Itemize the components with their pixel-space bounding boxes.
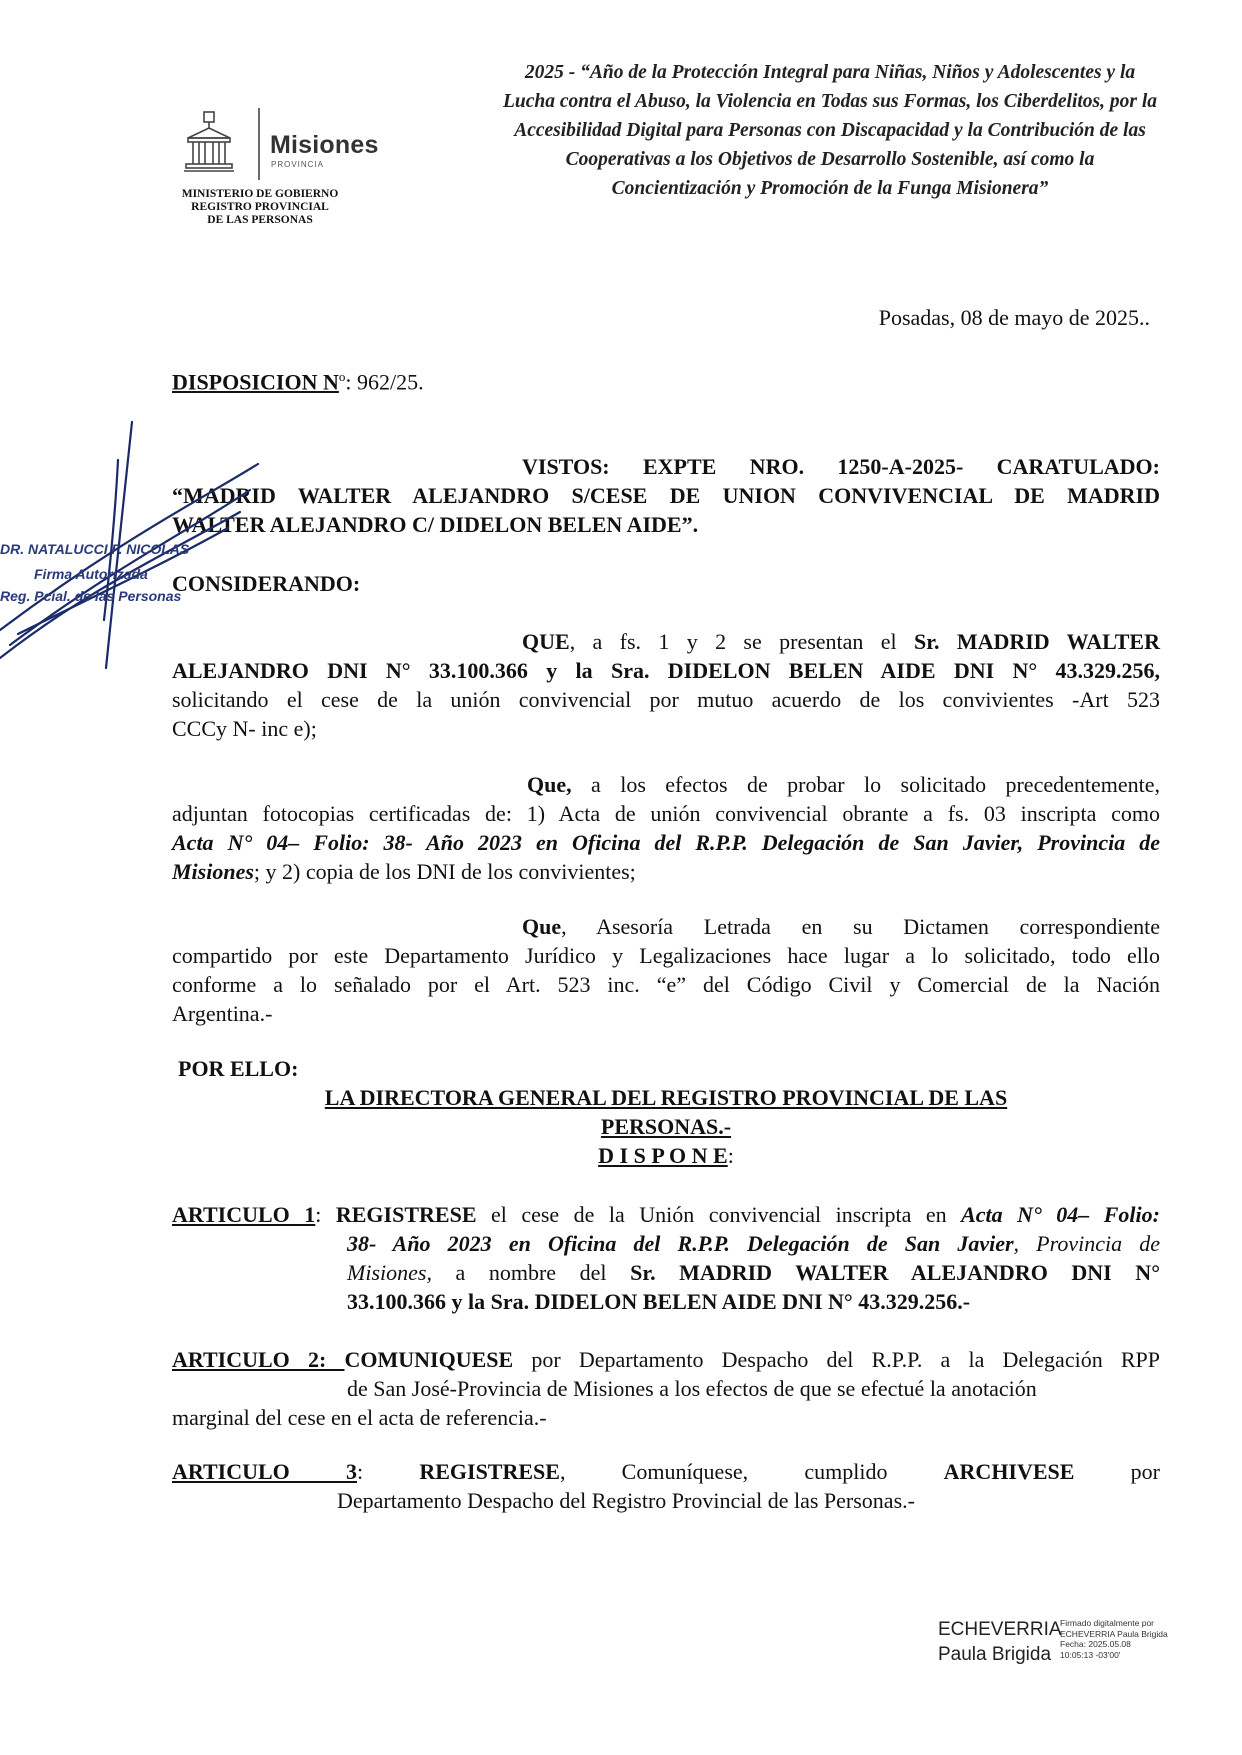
disposition-value: : 962/25. bbox=[345, 369, 424, 395]
art1-bold-line: 33.100.366 y la Sra. DIDELON BELEN AIDE DNI N° 43.329.256.- bbox=[347, 1289, 971, 1314]
vistos-line: WALTER ALEJANDRO C/ DIDELON BELEN AIDE”. bbox=[172, 512, 699, 537]
signature-info-line: Fecha: 2025.05.08 bbox=[1060, 1639, 1131, 1649]
dispone-word: D I S P O N E bbox=[598, 1143, 728, 1168]
article-label: ARTICULO 2: bbox=[172, 1347, 345, 1372]
authority-line: PERSONAS.- bbox=[600, 1114, 732, 1139]
considerando-heading: CONSIDERANDO: bbox=[172, 571, 361, 596]
que3-line: Argentina.- bbox=[172, 1001, 273, 1026]
digital-signature-info bbox=[1060, 1618, 1168, 1660]
que2-bold-italic: Misiones bbox=[172, 859, 254, 884]
que1-bold-line: ALEJANDRO DNI N° 33.100.366 y la Sra. DIDELON BELEN AIDE DNI N° 43.329.256, bbox=[172, 658, 1160, 683]
que3-text: , Asesoría Letrada en su Dictamen correspondiente bbox=[561, 914, 1160, 939]
que2-bold-italic-line: Acta N° 04– Folio: 38- Año 2023 en Oficina del R.P.P. Delegación de San Javier, Provincia de bbox=[172, 830, 1160, 855]
disposition-number bbox=[172, 362, 424, 396]
art3-text: , Comuníquese, cumplido bbox=[559, 1459, 944, 1484]
signer-line: ECHEVERRIA bbox=[938, 1619, 1062, 1640]
vistos-lead: VISTOS: EXPTE NRO. 1250-A-2025- CARATULADO: bbox=[522, 454, 1160, 479]
que1-bold: Sr. MADRID WALTER bbox=[913, 629, 1160, 654]
que1-text: , a fs. 1 y 2 se presentan el bbox=[569, 629, 914, 654]
art1-text: el cese de la Unión convivencial inscripta en bbox=[476, 1202, 962, 1227]
que2-line: adjuntan fotocopias certificadas de: 1) Acta de unión convivencial obrante a fs. 03 inscripta como bbox=[172, 801, 1160, 826]
logo-wordmark: Misiones bbox=[270, 131, 379, 159]
stamp-line: Reg. Pcial. de las Personas bbox=[0, 588, 182, 604]
signature-info-line: ECHEVERRIA Paula Brigida bbox=[1060, 1628, 1168, 1639]
logo-subtitle: PROVINCIA bbox=[271, 160, 325, 169]
vistos-paragraph bbox=[172, 452, 1160, 539]
article-1 bbox=[172, 1200, 1160, 1316]
article-keyword: REGISTRESE bbox=[335, 1202, 477, 1227]
art1-italic: Misiones, bbox=[347, 1260, 432, 1285]
digital-signer-name bbox=[938, 1617, 1062, 1667]
que-paragraph-1 bbox=[172, 627, 1160, 743]
authority-line: LA DIRECTORA GENERAL DEL REGISTRO PROVINCIAL DE LAS bbox=[324, 1085, 1008, 1110]
document-date: Posadas, 08 de mayo de 2025.. bbox=[878, 305, 1150, 330]
art1-text: a nombre del bbox=[431, 1260, 631, 1285]
article-keyword: ARCHIVESE bbox=[943, 1459, 1075, 1484]
article-2 bbox=[172, 1345, 1160, 1432]
ministry-line: REGISTRO PROVINCIAL bbox=[191, 201, 329, 213]
art3-text: por bbox=[1074, 1459, 1160, 1484]
art1-bold: Sr. MADRID WALTER ALEJANDRO DNI N° bbox=[630, 1260, 1160, 1285]
motto-line: Concientización y Promoción de la Funga Misionera” bbox=[611, 178, 1049, 199]
art1-sep: : bbox=[315, 1202, 336, 1227]
motto-line: Lucha contra el Abuso, la Violencia en Todas sus Formas, los Ciberdelitos, por la bbox=[502, 91, 1158, 112]
que-keyword: QUE bbox=[522, 629, 570, 654]
article-keyword: COMUNIQUESE bbox=[344, 1347, 514, 1372]
year-motto bbox=[460, 58, 1200, 203]
art2-line: de San José-Provincia de Misiones a los efectos de que se efectué la anotación bbox=[347, 1376, 1037, 1401]
que1-line: solicitando el cese de la unión convivencial por mutuo acuerdo de los convivientes -Art 523 bbox=[172, 687, 1160, 712]
que3-line bbox=[172, 912, 1160, 941]
art1-line bbox=[172, 1258, 1160, 1287]
que2-text: ; y 2) copia de los DNI de los convivientes; bbox=[253, 859, 636, 884]
por-ello-heading: POR ELLO: bbox=[178, 1056, 299, 1081]
que2-line bbox=[172, 770, 1160, 799]
signature-info-line: Firmado digitalmente por bbox=[1060, 1618, 1155, 1628]
vistos-line: “MADRID WALTER ALEJANDRO S/CESE DE UNION CONVIVENCIAL DE MADRID bbox=[172, 483, 1160, 508]
motto-line: Cooperativas a los Objetivos de Desarrollo Sostenible, así como la bbox=[565, 149, 1095, 170]
que-paragraph-3 bbox=[172, 912, 1160, 1028]
art2-line bbox=[172, 1345, 1160, 1374]
motto-line: 2025 - “Año de la Protección Integral para Niñas, Niños y Adolescentes y la bbox=[524, 62, 1136, 83]
motto-line: Accesibilidad Digital para Personas con Discapacidad y la Contribución de las bbox=[514, 120, 1146, 141]
que-paragraph-2 bbox=[172, 770, 1160, 886]
dispone-heading bbox=[172, 1141, 1160, 1170]
que3-line: conforme a lo señalado por el Art. 523 inc. “e” del Código Civil y Comercial de la Nación bbox=[172, 972, 1160, 997]
stamp-line: Firma Autorizada bbox=[34, 566, 148, 582]
article-keyword: REGISTRESE bbox=[419, 1459, 560, 1484]
stamp-line: DR. NATALUCCI F. NICOLAS bbox=[0, 541, 190, 557]
art1-line bbox=[172, 1200, 1160, 1229]
art3-sep: : bbox=[357, 1459, 420, 1484]
que3-line: compartido por este Departamento Jurídico y Legalizaciones hace lugar a lo solicitado, todo ello bbox=[172, 943, 1160, 968]
ministry-line: DE LAS PERSONAS bbox=[207, 214, 313, 226]
art2-text: por Departamento Despacho del R.P.P. a la Delegación RPP bbox=[513, 1347, 1161, 1372]
signer-line: Paula Brigida bbox=[938, 1644, 1052, 1665]
que1-line bbox=[172, 627, 1160, 656]
ministry-heading bbox=[160, 188, 360, 227]
article-3 bbox=[172, 1457, 1160, 1515]
que-keyword: Que, bbox=[527, 772, 572, 797]
art1-bold-italic: 38- Año 2023 en Oficina del R.P.P. Delegación de San Javier bbox=[347, 1231, 1014, 1256]
signature-info-line: 10:05:13 -03'00' bbox=[1060, 1649, 1121, 1660]
dispone-colon: : bbox=[727, 1143, 734, 1168]
art1-italic: , Provincia de bbox=[1013, 1231, 1160, 1256]
art3-line bbox=[172, 1457, 1160, 1486]
art3-line: Departamento Despacho del Registro Provincial de las Personas.- bbox=[337, 1488, 915, 1513]
article-label: ARTICULO 3 bbox=[172, 1459, 357, 1484]
disposition-label: DISPOSICION N bbox=[172, 369, 339, 395]
que1-line: CCCy N- inc e); bbox=[172, 716, 317, 741]
article-label: ARTICULO 1 bbox=[172, 1202, 316, 1227]
authority-heading bbox=[172, 1083, 1160, 1141]
government-building-icon bbox=[184, 108, 274, 188]
art1-line bbox=[172, 1229, 1160, 1258]
art2-line: marginal del cese en el acta de referencia.- bbox=[172, 1405, 547, 1430]
disposition-sup: o bbox=[338, 369, 346, 384]
que-keyword: Que bbox=[522, 914, 562, 939]
art1-bold-italic: Acta N° 04– Folio: bbox=[961, 1202, 1160, 1227]
que2-line bbox=[172, 857, 1160, 886]
ministry-line: MINISTERIO DE GOBIERNO bbox=[181, 188, 339, 200]
que2-text: a los efectos de probar lo solicitado precedentemente, bbox=[571, 772, 1160, 797]
